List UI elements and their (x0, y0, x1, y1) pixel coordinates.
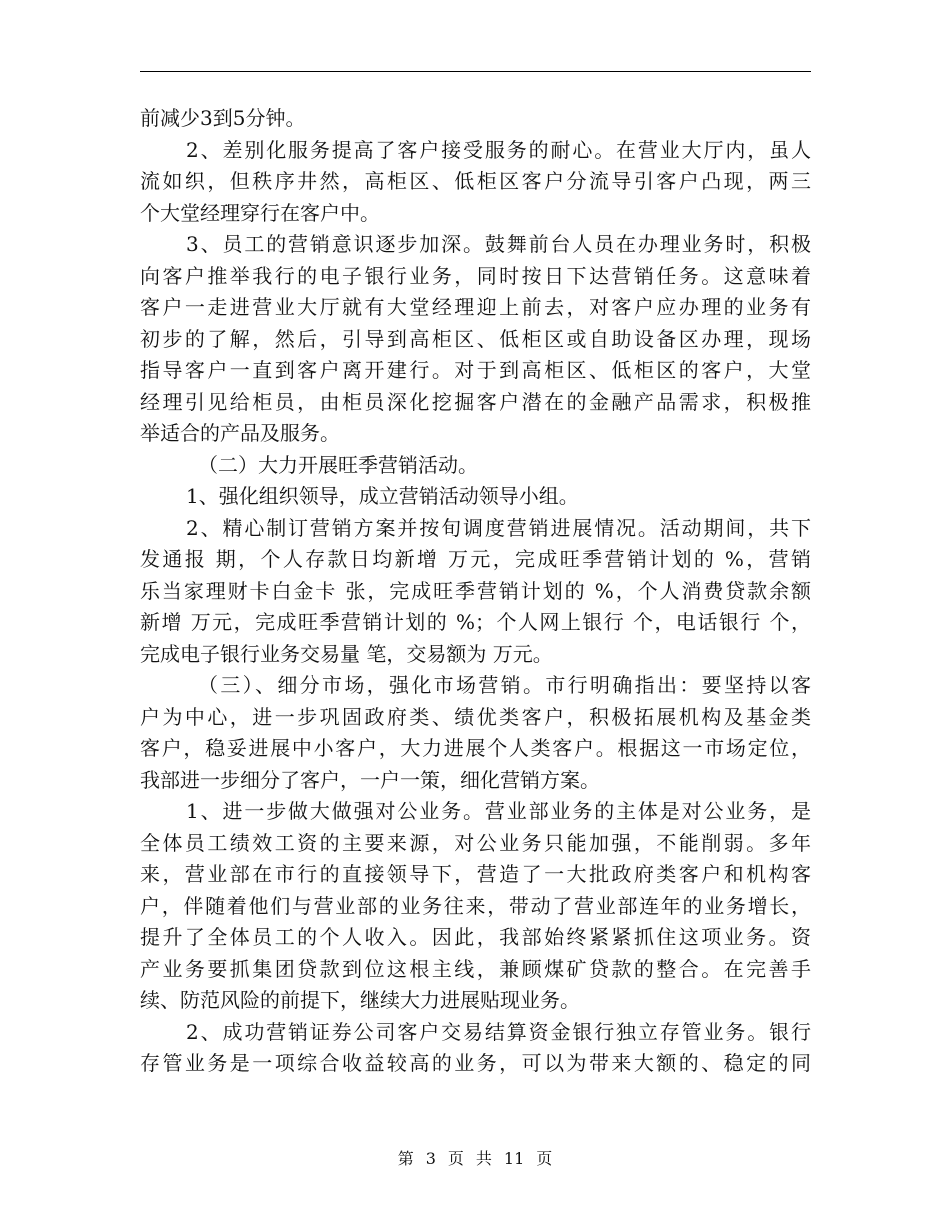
text-line: 全体员工绩效工资的主要来源，对公业务只能加强，不能削弱。多年 (140, 830, 811, 855)
footer-page-word: 页 (447, 1149, 464, 1168)
text-line: 2、差别化服务提高了客户接受服务的耐心。在营业大厅内，虽人 (186, 137, 811, 162)
text-line: 前减少3到5分钟。 (140, 106, 306, 130)
text-line: 初步的了解，然后，引导到高柜区、低柜区或自助设备区办理，现场 (140, 326, 811, 351)
text-line: 向客户推举我行的电子银行业务，同时按日下达营销任务。这意味着 (140, 263, 811, 288)
text-line: 1、强化组织领导，成立营销活动领导小组。 (186, 484, 579, 508)
text-line: 提升了全体员工的个人收入。因此，我部始终紧紧抓住这项业务。资 (140, 925, 811, 949)
text-line: 续、防范风险的前提下，继续大力进展贴现业务。 (140, 988, 580, 1012)
text-line: 我部进一步细分了客户，一户一策，细化营销方案。 (140, 767, 600, 792)
text-line: 1、进一步做大做强对公业务。营业部业务的主体是对公业务，是 (186, 799, 811, 823)
text-line: 2、精心制订营销方案并按旬调度营销进展情况。活动期间，共下 (186, 515, 811, 540)
section-heading: （二）大力开展旺季营销活动。 (198, 452, 478, 477)
text-line: 存管业务是一项综合收益较高的业务，可以为带来大额的、稳定的同 (140, 1051, 811, 1075)
total-page-count: 11 (503, 1149, 525, 1168)
text-line: 经理引见给柜员，由柜员深化挖掘客户潜在的金融产品需求，积极推 (140, 389, 811, 414)
footer-suffix: 页 (536, 1149, 553, 1168)
footer-total-word: 共 (475, 1149, 492, 1168)
text-line: 新增 万元，完成旺季营销计划的 %；个人网上银行 个，电话银行 个， (140, 610, 811, 634)
text-line: 乐当家理财卡白金卡 张，完成旺季营销计划的 %，个人消费贷款余额 (140, 578, 811, 603)
current-page-number: 3 (425, 1149, 436, 1168)
section-heading: （三）、细分市场，强化市场营销。市行明确指出：要坚持以客 (198, 673, 811, 697)
header-rule (140, 71, 811, 72)
text-line: 个大堂经理穿行在客户中。 (140, 200, 380, 225)
text-line: 来，营业部在市行的直接领导下，营造了一大批政府类客户和机构客 (140, 862, 811, 886)
text-line: 3、员工的营销意识逐步加深。鼓舞前台人员在办理业务时，积极 (186, 232, 811, 256)
text-line: 流如织，但秩序井然，高柜区、低柜区客户分流导引客户凸现，两三 (140, 169, 811, 193)
text-line: 2、成功营销证券公司客户交易结算资金银行独立存管业务。银行 (186, 1019, 811, 1044)
footer-prefix: 第 (397, 1149, 414, 1168)
page-footer (0, 1146, 950, 1169)
text-line: 户为中心，进一步巩固政府类、绩优类客户，积极拓展机构及基金类 (140, 704, 811, 729)
text-line: 完成电子银行业务交易量 笔，交易额为 万元。 (140, 641, 553, 666)
body-text (140, 103, 811, 1080)
text-line: 指导客户一直到客户离开建行。对于到高柜区、低柜区的客户，大堂 (140, 358, 811, 382)
text-line: 客户，稳妥进展中小客户，大力进展个人类客户。根据这一市场定位， (140, 736, 811, 760)
text-line: 举适合的产品及服务。 (140, 421, 340, 445)
text-line: 产业务要抓集团贷款到位这根主线，兼顾煤矿贷款的整合。在完善手 (140, 956, 811, 981)
text-line: 户，伴随着他们与营业部的业务往来，带动了营业部连年的业务增长， (140, 893, 811, 918)
text-line: 发通报 期，个人存款日均新增 万元，完成旺季营销计划的 %，营销 (140, 547, 811, 571)
text-line: 客户一走进营业大厅就有大堂经理迎上前去，对客户应办理的业务有 (140, 295, 811, 319)
